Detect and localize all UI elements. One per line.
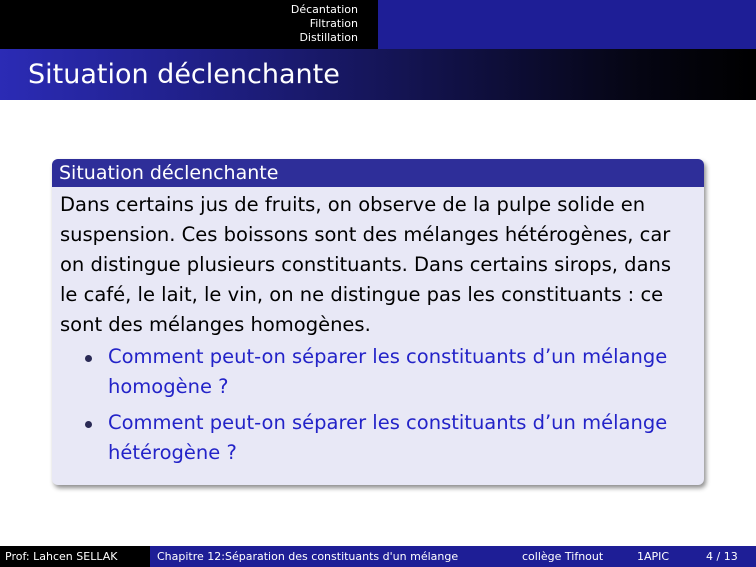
footer-chapter[interactable]: Chapitre 12:Séparation des constituants d'un mélange bbox=[157, 550, 459, 563]
footer-page-number: 4 / 13 bbox=[706, 550, 738, 563]
nav-item-decantation[interactable]: Décantation bbox=[290, 3, 358, 16]
footer-school[interactable]: collège Tifnout bbox=[522, 550, 604, 563]
frame-title-bar bbox=[0, 49, 756, 100]
bullet-icon bbox=[85, 421, 92, 428]
footline-bar bbox=[0, 546, 756, 567]
bullet-icon bbox=[85, 355, 92, 362]
footer-author[interactable]: Prof: Lahcen SELLAK bbox=[5, 550, 118, 563]
question-text: Comment peut-on séparer les constituants d’un mélange hétérogène ? bbox=[108, 411, 668, 464]
nav-item-distillation[interactable]: Distillation bbox=[299, 31, 358, 44]
question-item bbox=[60, 342, 690, 402]
frame-title: Situation déclenchante bbox=[28, 59, 340, 90]
block-title: Situation déclenchante bbox=[52, 159, 704, 187]
block-paragraph: Dans certains jus de fruits, on observe de la pulpe solide en suspension. Ces boissons sont des mélanges hétérogènes, car on distingue plusieurs constituants. Dans certains sirops, dans le café, le lait, le vin, on ne distingue pas les constituants : ce sont des mélanges homogènes. bbox=[60, 193, 672, 336]
block-body bbox=[52, 187, 704, 468]
question-text: Comment peut-on séparer les constituants d’un mélange homogène ? bbox=[108, 345, 668, 398]
headline-bar bbox=[0, 0, 756, 49]
headline-right bbox=[378, 0, 756, 49]
content-block bbox=[52, 159, 704, 485]
nav-item-filtration[interactable]: Filtration bbox=[309, 17, 358, 30]
question-list bbox=[60, 342, 690, 468]
question-item bbox=[60, 408, 690, 468]
footer-class: 1APIC bbox=[637, 550, 670, 563]
section-nav bbox=[291, 3, 358, 45]
